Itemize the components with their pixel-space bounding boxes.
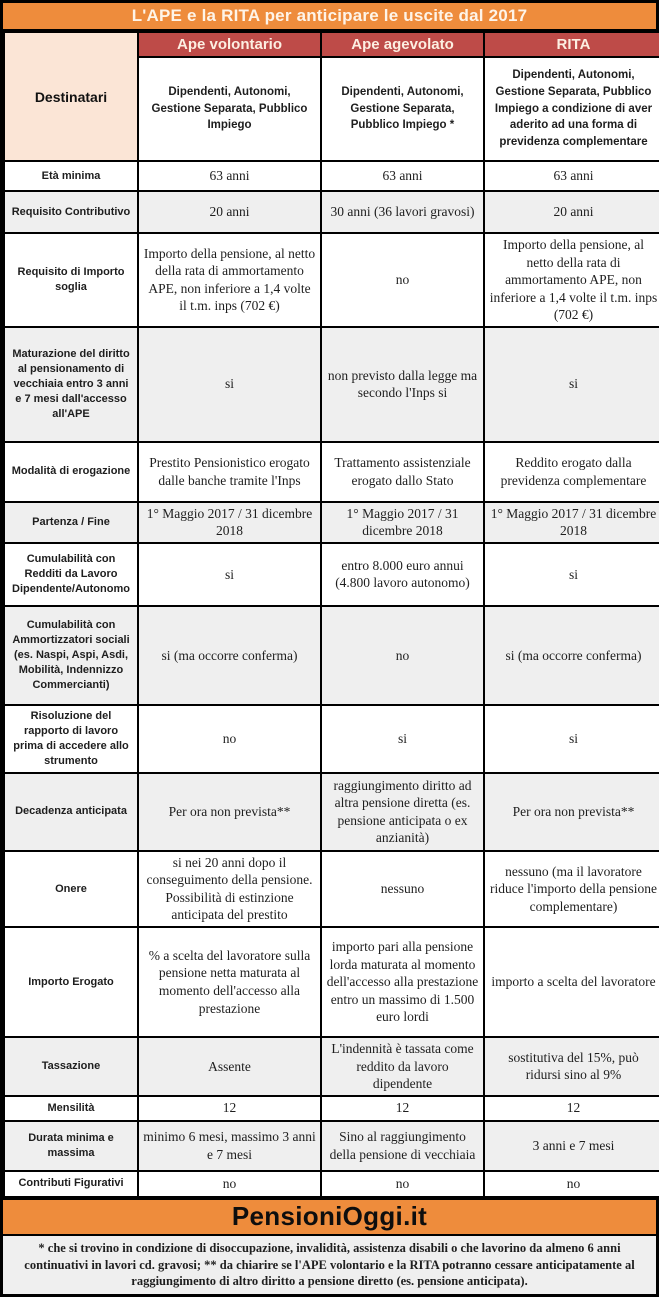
cell-rita: sostitutiva del 15%, può ridursi sino al 9% [484,1037,659,1096]
table-row [4,851,659,927]
cell-ape-volontario: % a scelta del lavoratore sulla pensione netta maturata al momento dell'accesso alla prestazione [138,927,321,1037]
cell-rita: importo a scelta del lavoratore [484,927,659,1037]
row-label: Mensilità [4,1096,138,1121]
row-label: Durata minima e massima [4,1121,138,1171]
cell-ape-agevolato: nessuno [321,851,484,927]
cell-ape-volontario: si (ma occorre conferma) [138,606,321,705]
cell-ape-agevolato: non previsto dalla legge ma secondo l'Inps si [321,327,484,442]
row-label: Requisito di Importo soglia [4,233,138,327]
row-label: Requisito Contributivo [4,191,138,233]
cell-ape-volontario: 20 anni [138,191,321,233]
table-row [4,1037,659,1096]
cell-rita: 20 anni [484,191,659,233]
table-row [4,1121,659,1171]
row-label: Cumulabilità con Redditi da Lavoro Dipendente/Autonomo [4,543,138,606]
cell-destinatari-rita: Dipendenti, Autonomi, Gestione Separata, Pubblico Impiego a condizione di aver aderito ad una forma di previdenza complementare [484,57,659,161]
cell-ape-agevolato: Trattamento assistenziale erogato dallo Stato [321,442,484,502]
cell-ape-volontario: 1° Maggio 2017 / 31 dicembre 2018 [138,502,321,543]
cell-ape-agevolato: L'indennità è tassata come reddito da lavoro dipendente [321,1037,484,1096]
footnote-text: * che si trovino in condizione di disoccupazione, invalidità, assistenza disabili o che lavorino da almeno 6 anni continuativi in lavori cd. gravosi; ** da chiarire se l'APE volontario e la RITA potranno cessare anticipatamente al raggiungimento di altro diritto a pensione diretto (es. pensione anticipata). [24,1240,635,1289]
table-row [4,161,659,191]
brand-text: PensioniOggi.it [231,1201,428,1232]
cell-ape-agevolato: 1° Maggio 2017 / 31 dicembre 2018 [321,502,484,543]
table-row [4,233,659,327]
row-label: Maturazione del diritto al pensionamento di vecchiaia entro 3 anni e 7 mesi dall'accesso all'APE [4,327,138,442]
row-label: Contributi Figurativi [4,1171,138,1197]
cell-ape-volontario: no [138,705,321,773]
cell-ape-agevolato: Sino al raggiungimento della pensione di vecchiaia [321,1121,484,1171]
table-row [4,773,659,851]
cell-ape-agevolato: 63 anni [321,161,484,191]
cell-ape-volontario: si [138,543,321,606]
table-row [4,705,659,773]
cell-ape-agevolato: raggiungimento diritto ad altra pensione diretta (es. pensione anticipata o ex anzianità) [321,773,484,851]
column-header-ape-volontario: Ape volontario [138,32,321,57]
cell-ape-volontario: 12 [138,1096,321,1121]
row-label: Importo Erogato [4,927,138,1037]
cell-rita: si [484,327,659,442]
cell-rita: si [484,543,659,606]
table-row [4,442,659,502]
table-row [4,1096,659,1121]
cell-rita: Per ora non prevista** [484,773,659,851]
title-bar [3,3,656,31]
brand-bar [3,1198,656,1236]
row-label: Cumulabilità con Ammortizzatori sociali (es. Naspi, Aspi, Asdi, Mobilità, Indennizzo Commercianti) [4,606,138,705]
page-title: L'APE e la RITA per anticipare le uscite dal 2017 [131,6,528,25]
row-label: Età minima [4,161,138,191]
cell-ape-agevolato: no [321,1171,484,1197]
cell-ape-volontario: si nei 20 anni dopo il conseguimento della pensione. Possibilità di estinzione anticipata del prestito [138,851,321,927]
comparison-table [3,31,659,1198]
cell-rita: 1° Maggio 2017 / 31 dicembre 2018 [484,502,659,543]
cell-rita: nessuno (ma il lavoratore riduce l'importo della pensione complementare) [484,851,659,927]
cell-rita: si [484,705,659,773]
column-header-rita: RITA [484,32,659,57]
cell-ape-volontario: Assente [138,1037,321,1096]
cell-destinatari-ape-volontario: Dipendenti, Autonomi, Gestione Separata, Pubblico Impiego [138,57,321,161]
table-row [4,1171,659,1197]
cell-rita: 63 anni [484,161,659,191]
table-header-row [4,32,659,57]
table-row [4,927,659,1037]
cell-ape-volontario: Per ora non prevista** [138,773,321,851]
cell-ape-volontario: si [138,327,321,442]
cell-ape-agevolato: entro 8.000 euro annui (4.800 lavoro autonomo) [321,543,484,606]
cell-ape-volontario: minimo 6 mesi, massimo 3 anni e 7 mesi [138,1121,321,1171]
cell-ape-volontario: 63 anni [138,161,321,191]
table-row [4,543,659,606]
cell-ape-agevolato: no [321,606,484,705]
cell-ape-volontario: Prestito Pensionistico erogato dalle banche tramite l'Inps [138,442,321,502]
table-row [4,606,659,705]
cell-rita: no [484,1171,659,1197]
row-label: Decadenza anticipata [4,773,138,851]
cell-ape-volontario: Importo della pensione, al netto della rata di ammortamento APE, non inferiore a 1,4 volte il t.m. inps (702 €) [138,233,321,327]
row-label: Modalità di erogazione [4,442,138,502]
cell-rita: Importo della pensione, al netto della rata di ammortamento APE, non inferiore a 1,4 volte il t.m. inps (702 €) [484,233,659,327]
cell-rita: Reddito erogato dalla previdenza complementare [484,442,659,502]
cell-rita: 3 anni e 7 mesi [484,1121,659,1171]
cell-ape-agevolato: 12 [321,1096,484,1121]
row-label: Risoluzione del rapporto di lavoro prima di accedere allo strumento [4,705,138,773]
table-row [4,502,659,543]
row-label: Onere [4,851,138,927]
footnote [3,1236,656,1295]
column-header-ape-agevolato: Ape agevolato [321,32,484,57]
row-label: Partenza / Fine [4,502,138,543]
cell-ape-agevolato: no [321,233,484,327]
cell-ape-agevolato: si [321,705,484,773]
table-row [4,327,659,442]
cell-rita: 12 [484,1096,659,1121]
row-label: Tassazione [4,1037,138,1096]
corner-destinatari-label: Destinatari [4,32,138,161]
cell-rita: si (ma occorre conferma) [484,606,659,705]
cell-destinatari-ape-agevolato: Dipendenti, Autonomi, Gestione Separata, Pubblico Impiego * [321,57,484,161]
cell-ape-agevolato: 30 anni (36 lavori gravosi) [321,191,484,233]
cell-ape-agevolato: importo pari alla pensione lorda maturata al momento dell'accesso alla prestazione entro un massimo di 1.500 euro lordi [321,927,484,1037]
cell-ape-volontario: no [138,1171,321,1197]
table-row [4,191,659,233]
